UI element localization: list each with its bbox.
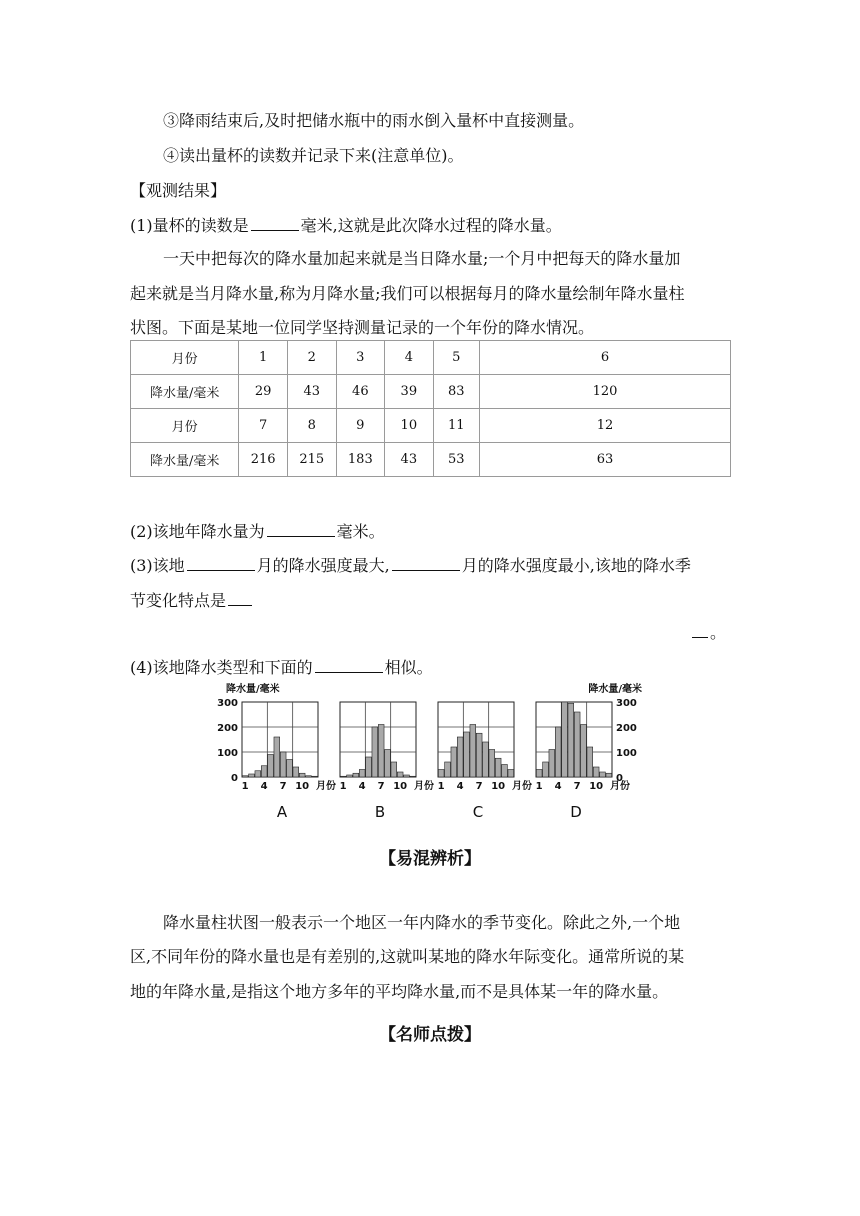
plot-frame xyxy=(340,702,416,777)
bar xyxy=(280,752,286,777)
q1-answer-blank[interactable] xyxy=(251,214,299,231)
x-unit-label: 月份 xyxy=(414,781,434,792)
table-cell: 1 xyxy=(239,341,288,375)
question-2 xyxy=(130,520,385,543)
table-cell: 3 xyxy=(336,341,385,375)
q3-text-2: 月的降水强度最大, xyxy=(256,556,390,575)
bar xyxy=(600,772,606,777)
table-row-header: 降水量/毫米 xyxy=(131,375,239,409)
x-tick-label: 4 xyxy=(554,781,562,792)
confuse-line-2: 区,不同年份的降水量也是有差别的,这就叫某地的降水年际变化。通常所说的某 xyxy=(130,947,685,966)
bar xyxy=(451,747,457,777)
x-unit-label: 月份 xyxy=(316,781,336,792)
chart-d xyxy=(536,702,612,777)
bar xyxy=(445,762,451,777)
chart-a xyxy=(242,702,318,777)
y-tick-label: 0 xyxy=(231,773,238,784)
table-row xyxy=(131,375,731,409)
q3-feature-blank-end[interactable] xyxy=(692,621,708,638)
bar xyxy=(574,712,580,777)
x-tick-label: 10 xyxy=(491,781,506,792)
x-tick-label: 7 xyxy=(279,781,287,792)
table-row-header: 月份 xyxy=(131,409,239,443)
precipitation-charts xyxy=(200,678,660,828)
q3-text-3: 月的降水强度最小,该地的降水季 xyxy=(461,556,691,575)
bar xyxy=(268,755,274,778)
table-cell: 8 xyxy=(287,409,336,443)
bar xyxy=(549,750,555,778)
bar xyxy=(555,727,561,777)
q4-text-before: (4)该地降水类型和下面的 xyxy=(130,658,313,677)
y-tick-label: 200 xyxy=(616,723,637,734)
q3-feature-blank[interactable] xyxy=(228,589,252,606)
bar xyxy=(410,776,416,777)
chart-b xyxy=(340,702,416,777)
precipitation-table xyxy=(130,340,731,477)
bar xyxy=(483,742,489,777)
step-3: ③降雨结束后,及时把储水瓶中的雨水倒入量杯中直接测量。 xyxy=(163,111,585,130)
question-4 xyxy=(130,656,433,679)
bar xyxy=(261,766,267,777)
intro-line-3: 状图。下面是某地一位同学坚持测量记录的一个年份的降水情况。 xyxy=(130,318,595,337)
table-cell: 39 xyxy=(385,375,433,409)
q4-text-after: 相似。 xyxy=(384,658,433,677)
bar xyxy=(353,773,359,777)
question-3-line-2 xyxy=(130,589,254,612)
chart-option-label: A xyxy=(276,803,288,821)
q3-line2-text: 节变化特点是 xyxy=(130,591,227,610)
table-cell: 4 xyxy=(385,341,433,375)
y-axis-label: 降水量/毫米 xyxy=(588,684,642,695)
x-tick-label: 7 xyxy=(377,781,385,792)
x-tick-label: 1 xyxy=(535,781,543,792)
table-row-header: 月份 xyxy=(131,341,239,375)
table-cell: 43 xyxy=(287,375,336,409)
bar xyxy=(274,737,280,777)
x-unit-label: 月份 xyxy=(512,781,532,792)
table-cell: 183 xyxy=(336,443,385,477)
x-unit-label: 月份 xyxy=(610,781,630,792)
bar xyxy=(508,770,514,778)
bar xyxy=(404,775,410,777)
chart-option-label: D xyxy=(570,803,582,821)
bar xyxy=(397,772,403,777)
observe-heading: 【观测结果】 xyxy=(130,181,227,200)
bar xyxy=(581,725,587,778)
table-cell: 11 xyxy=(433,409,479,443)
table-cell: 7 xyxy=(239,409,288,443)
intro-line-2: 起来就是当月降水量,称为月降水量;我们可以根据每月的降水量绘制年降水量柱 xyxy=(130,284,685,303)
bar xyxy=(293,767,299,777)
table-cell: 46 xyxy=(336,375,385,409)
bar xyxy=(347,775,353,777)
y-axis-label: 降水量/毫米 xyxy=(226,684,280,695)
table-cell: 215 xyxy=(287,443,336,477)
confuse-line-1: 降水量柱状图一般表示一个地区一年内降水的季节变化。除此之外,一个地 xyxy=(163,913,681,932)
step-4: ④读出量杯的读数并记录下来(注意单位)。 xyxy=(163,146,464,165)
bar xyxy=(495,758,501,777)
x-tick-label: 4 xyxy=(260,781,268,792)
table-row xyxy=(131,409,731,443)
teacher-heading: 【名师点拨】 xyxy=(379,1025,481,1045)
x-tick-label: 7 xyxy=(573,781,581,792)
y-tick-label: 300 xyxy=(217,698,238,709)
y-tick-label: 300 xyxy=(616,698,637,709)
x-tick-label: 1 xyxy=(437,781,445,792)
q2-answer-blank[interactable] xyxy=(267,520,335,537)
bar xyxy=(340,776,346,777)
bar xyxy=(249,774,255,777)
x-tick-label: 4 xyxy=(456,781,464,792)
bar xyxy=(593,767,599,777)
table-cell: 43 xyxy=(385,443,433,477)
bar xyxy=(489,750,495,778)
bar xyxy=(372,727,378,777)
q1-text-after: 毫米,这就是此次降水过程的降水量。 xyxy=(300,216,562,235)
bar xyxy=(562,702,568,777)
x-tick-label: 4 xyxy=(358,781,366,792)
question-1 xyxy=(130,214,562,237)
confuse-heading: 【易混辨析】 xyxy=(379,849,481,869)
bar xyxy=(568,703,574,777)
question-3-end xyxy=(690,621,726,644)
x-tick-label: 1 xyxy=(339,781,347,792)
table-row xyxy=(131,341,731,375)
bar xyxy=(502,765,508,778)
bar xyxy=(391,762,397,777)
chart-c xyxy=(438,702,514,777)
x-tick-label: 1 xyxy=(241,781,249,792)
bar xyxy=(255,771,261,777)
table-cell: 63 xyxy=(480,443,731,477)
x-tick-label: 10 xyxy=(393,781,408,792)
bar xyxy=(606,773,612,777)
bar xyxy=(476,733,482,777)
bar xyxy=(464,732,470,777)
q4-answer-blank[interactable] xyxy=(315,656,383,673)
bar xyxy=(587,747,593,777)
table-cell: 120 xyxy=(480,375,731,409)
question-3 xyxy=(130,554,691,577)
q3-end-mark: 。 xyxy=(710,623,727,642)
y-tick-label: 0 xyxy=(616,773,623,784)
bar xyxy=(543,762,549,777)
table-cell: 6 xyxy=(480,341,731,375)
y-tick-label: 100 xyxy=(217,748,238,759)
bar xyxy=(438,770,444,778)
bar xyxy=(378,725,384,778)
bar xyxy=(306,776,312,777)
table-cell: 216 xyxy=(239,443,288,477)
bar xyxy=(359,770,365,778)
q3-text-1: (3)该地 xyxy=(130,556,185,575)
table-row xyxy=(131,443,731,477)
table-cell: 2 xyxy=(287,341,336,375)
table-cell: 9 xyxy=(336,409,385,443)
table-cell: 83 xyxy=(433,375,479,409)
x-tick-label: 7 xyxy=(475,781,483,792)
table-cell: 5 xyxy=(433,341,479,375)
bar xyxy=(457,737,463,777)
y-tick-label: 100 xyxy=(616,748,637,759)
table-cell: 12 xyxy=(480,409,731,443)
chart-option-label: B xyxy=(374,803,386,821)
table-cell: 53 xyxy=(433,443,479,477)
q3-max-blank[interactable] xyxy=(187,554,255,571)
bar xyxy=(299,773,305,777)
table-row-header: 降水量/毫米 xyxy=(131,443,239,477)
chart-option-label: C xyxy=(472,803,484,821)
q2-text-before: (2)该地年降水量为 xyxy=(130,522,265,541)
bar xyxy=(385,750,391,778)
bar xyxy=(287,760,293,778)
table-cell: 29 xyxy=(239,375,288,409)
bar xyxy=(470,725,476,778)
q3-min-blank[interactable] xyxy=(392,554,460,571)
bar xyxy=(312,776,318,777)
intro-line-1: 一天中把每次的降水量加起来就是当日降水量;一个月中把每天的降水量加 xyxy=(163,249,681,268)
q2-text-after: 毫米。 xyxy=(336,522,385,541)
q1-text-before: (1)量杯的读数是 xyxy=(130,216,249,235)
x-tick-label: 10 xyxy=(589,781,604,792)
bar xyxy=(242,776,248,777)
table-cell: 10 xyxy=(385,409,433,443)
bar xyxy=(536,770,542,778)
x-tick-label: 10 xyxy=(295,781,310,792)
bar xyxy=(366,757,372,777)
confuse-line-3: 地的年降水量,是指这个地方多年的平均降水量,而不是具体某一年的降水量。 xyxy=(130,982,669,1001)
y-tick-label: 200 xyxy=(217,723,238,734)
